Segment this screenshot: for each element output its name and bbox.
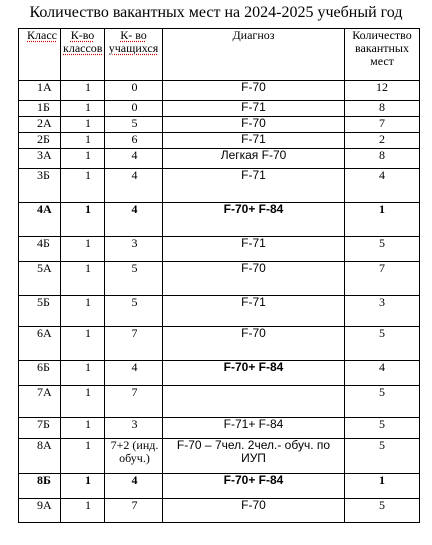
cell-vacancies: 5 bbox=[345, 327, 420, 361]
cell-vacancies: 8 bbox=[345, 149, 420, 169]
cell-num-classes: 1 bbox=[61, 361, 105, 386]
cell-diagnosis: F-71 bbox=[163, 169, 345, 203]
cell-num-classes: 1 bbox=[61, 133, 105, 149]
cell-num-students: 5 bbox=[105, 262, 163, 296]
table-row bbox=[19, 117, 420, 133]
cell-vacancies: 8 bbox=[345, 101, 420, 117]
cell-num-classes: 1 bbox=[61, 262, 105, 296]
cell-num-students: 4 bbox=[105, 203, 163, 237]
cell-diagnosis: F-70 bbox=[163, 117, 345, 133]
cell-num-classes: 1 bbox=[61, 418, 105, 439]
cell-num-classes: 1 bbox=[61, 117, 105, 133]
cell-diagnosis bbox=[163, 386, 345, 418]
cell-vacancies: 1 bbox=[345, 474, 420, 499]
table-row bbox=[19, 169, 420, 203]
cell-class: 6Б bbox=[19, 361, 61, 386]
cell-class: 1Б bbox=[19, 101, 61, 117]
table-row bbox=[19, 418, 420, 439]
cell-class: 7Б bbox=[19, 418, 61, 439]
cell-num-students: 7 bbox=[105, 386, 163, 418]
cell-diagnosis: F-70 bbox=[163, 262, 345, 296]
cell-vacancies: 1 bbox=[345, 203, 420, 237]
header-num-students: К- во учащихся bbox=[105, 29, 163, 81]
table-row bbox=[19, 327, 420, 361]
cell-num-classes: 1 bbox=[61, 474, 105, 499]
table-row bbox=[19, 499, 420, 523]
cell-num-students: 7 bbox=[105, 499, 163, 523]
cell-diagnosis: F-70 bbox=[163, 499, 345, 523]
table-row bbox=[19, 81, 420, 101]
cell-num-students: 5 bbox=[105, 117, 163, 133]
cell-class: 8Б bbox=[19, 474, 61, 499]
cell-vacancies: 2 bbox=[345, 133, 420, 149]
cell-num-students: 3 bbox=[105, 418, 163, 439]
cell-class: 2А bbox=[19, 117, 61, 133]
table-header-row bbox=[19, 29, 420, 81]
cell-num-classes: 1 bbox=[61, 101, 105, 117]
cell-class: 3А bbox=[19, 149, 61, 169]
cell-num-students: 4 bbox=[105, 149, 163, 169]
cell-diagnosis: F-70+ F-84 bbox=[163, 203, 345, 237]
table-row bbox=[19, 296, 420, 327]
cell-vacancies: 12 bbox=[345, 81, 420, 101]
table-row bbox=[19, 149, 420, 169]
cell-num-students: 4 bbox=[105, 361, 163, 386]
cell-num-students: 0 bbox=[105, 101, 163, 117]
cell-num-classes: 1 bbox=[61, 296, 105, 327]
cell-diagnosis: F-70+ F-84 bbox=[163, 361, 345, 386]
cell-num-students: 3 bbox=[105, 237, 163, 262]
cell-class: 9А bbox=[19, 499, 61, 523]
cell-diagnosis: F-71 bbox=[163, 133, 345, 149]
cell-num-classes: 1 bbox=[61, 169, 105, 203]
cell-num-classes: 1 bbox=[61, 386, 105, 418]
cell-vacancies: 3 bbox=[345, 296, 420, 327]
cell-vacancies: 7 bbox=[345, 262, 420, 296]
header-vacancies: Количество вакантных мест bbox=[345, 29, 420, 81]
cell-vacancies: 5 bbox=[345, 499, 420, 523]
cell-num-classes: 1 bbox=[61, 203, 105, 237]
cell-class: 2Б bbox=[19, 133, 61, 149]
header-num-classes: К-во классов bbox=[61, 29, 105, 81]
cell-diagnosis: F-71 bbox=[163, 101, 345, 117]
cell-vacancies: 5 bbox=[345, 237, 420, 262]
header-diagnosis: Диагноз bbox=[163, 29, 345, 81]
table-row bbox=[19, 386, 420, 418]
cell-class: 4А bbox=[19, 203, 61, 237]
cell-num-students: 6 bbox=[105, 133, 163, 149]
vacancies-table bbox=[18, 28, 420, 523]
cell-vacancies: 5 bbox=[345, 439, 420, 474]
table-row bbox=[19, 237, 420, 262]
cell-num-students: 7+2 (инд. обуч.) bbox=[105, 439, 163, 474]
cell-diagnosis: F-71 bbox=[163, 296, 345, 327]
table-row bbox=[19, 262, 420, 296]
cell-num-classes: 1 bbox=[61, 149, 105, 169]
table-row bbox=[19, 101, 420, 117]
cell-vacancies: 4 bbox=[345, 169, 420, 203]
cell-class: 6А bbox=[19, 327, 61, 361]
cell-num-students: 4 bbox=[105, 169, 163, 203]
cell-diagnosis: F-70 bbox=[163, 327, 345, 361]
cell-class: 5А bbox=[19, 262, 61, 296]
table-row bbox=[19, 203, 420, 237]
cell-num-classes: 1 bbox=[61, 81, 105, 101]
cell-class: 4Б bbox=[19, 237, 61, 262]
cell-num-students: 5 bbox=[105, 296, 163, 327]
cell-vacancies: 7 bbox=[345, 117, 420, 133]
cell-diagnosis: F-70 bbox=[163, 81, 345, 101]
cell-num-classes: 1 bbox=[61, 327, 105, 361]
table-row bbox=[19, 439, 420, 474]
cell-class: 8А bbox=[19, 439, 61, 474]
cell-num-students: 0 bbox=[105, 81, 163, 101]
table-row bbox=[19, 133, 420, 149]
cell-num-classes: 1 bbox=[61, 237, 105, 262]
cell-diagnosis: F-71 bbox=[163, 237, 345, 262]
cell-diagnosis: F-71+ F-84 bbox=[163, 418, 345, 439]
cell-vacancies: 4 bbox=[345, 361, 420, 386]
cell-class: 7А bbox=[19, 386, 61, 418]
header-class: Класс bbox=[19, 29, 61, 81]
cell-num-classes: 1 bbox=[61, 439, 105, 474]
cell-vacancies: 5 bbox=[345, 386, 420, 418]
cell-num-classes: 1 bbox=[61, 499, 105, 523]
cell-num-students: 4 bbox=[105, 474, 163, 499]
cell-class: 3Б bbox=[19, 169, 61, 203]
table-row bbox=[19, 474, 420, 499]
cell-num-students: 7 bbox=[105, 327, 163, 361]
cell-class: 5Б bbox=[19, 296, 61, 327]
cell-diagnosis: F-70 – 7чел. 2чел.- обуч. по ИУП bbox=[163, 439, 345, 474]
page-title: Количество вакантных мест на 2024-2025 учебный год bbox=[29, 4, 403, 21]
cell-class: 1А bbox=[19, 81, 61, 101]
cell-diagnosis: Легкая F-70 bbox=[163, 149, 345, 169]
cell-vacancies: 5 bbox=[345, 418, 420, 439]
cell-diagnosis: F-70+ F-84 bbox=[163, 474, 345, 499]
table-row bbox=[19, 361, 420, 386]
